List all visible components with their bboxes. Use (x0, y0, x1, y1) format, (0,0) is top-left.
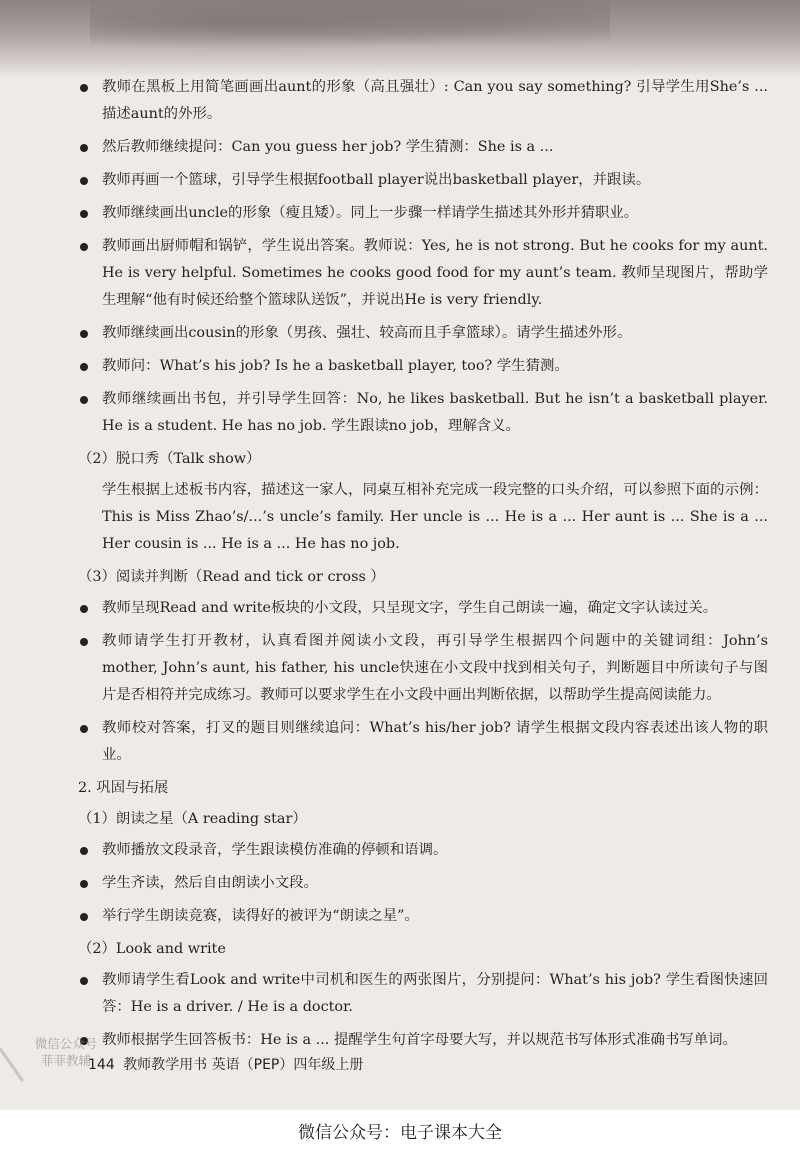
stamp-line-1: 微信公众号 (34, 1036, 98, 1051)
bullet-text: 教师请学生看Look and write中司机和医生的两张图片，分别提问：What’s his job? 学生看图快速回答：He is a driver. / He is a doctor. (102, 972, 768, 1015)
bullet-text: 教师呈现Read and write板块的小文段，只呈现文字，学生自己朗读一遍，确定文字认读过关。 (102, 600, 718, 616)
bullet-item (78, 134, 768, 161)
bullet-icon (80, 725, 88, 733)
stamp-line-2: 菲菲教辅 (40, 1053, 91, 1068)
decorative-header-image (0, 0, 800, 78)
bullet-icon (80, 847, 88, 855)
bullet-icon (80, 605, 88, 613)
bullet-text: 教师校对答案，打叉的题目则继续追问：What’s his/her job? 请学生根据文段内容表述出该人物的职业。 (102, 720, 768, 763)
bullet-icon (80, 84, 88, 92)
bullet-item (78, 167, 768, 194)
bullet-icon (80, 210, 88, 218)
bullet-text: 学生齐读，然后自由朗读小文段。 (102, 875, 318, 891)
bullet-text: 教师继续画出uncle的形象（瘦且矮）。同上一步骤一样请学生描述其外形并猜职业。 (102, 205, 639, 221)
bullet-item (78, 233, 768, 314)
bullet-item (78, 595, 768, 622)
section-heading: （2）Look and write (78, 941, 226, 957)
bullet-text: 举行学生朗读竞赛，读得好的被评为“朗读之星”。 (102, 908, 419, 924)
paragraph: 学生根据上述板书内容，描述这一家人，同桌互相补充完成一段完整的口头介绍，可以参照下面的示例：This is Miss Zhao’s/...’s uncle’s family. Her uncle is ... He is a ... Her aunt is ... She is a ... Her cousin is ... He is a ... He has no job. (102, 482, 768, 552)
bullet-item (78, 353, 768, 380)
bullet-item (78, 837, 768, 864)
bullet-icon (80, 396, 88, 404)
bullet-icon (80, 177, 88, 185)
bullet-item (78, 74, 768, 128)
bullet-icon (80, 330, 88, 338)
bullet-text: 教师再画一个篮球，引导学生根据football player说出basketball player，并跟读。 (102, 172, 651, 188)
bullet-item (78, 1027, 768, 1054)
bullet-text: 然后教师继续提问：Can you guess her job? 学生猜测：She is a ... (102, 139, 554, 155)
bullet-item (78, 870, 768, 897)
bullet-icon (80, 977, 88, 985)
bullet-item (78, 200, 768, 227)
bullet-item (78, 967, 768, 1021)
bullet-item (78, 715, 768, 769)
bullet-text: 教师请学生打开教材，认真看图并阅读小文段，再引导学生根据四个问题中的关键词组：John’s mother, John’s aunt, his father, his uncle快速在小文段中找到相关句子，判断题目中所读句子与图片是否相符并完成练习。教师可以要求学生在小文段中画出判断依据，以帮助学生提高阅读能力。 (102, 633, 768, 703)
bullet-icon (80, 880, 88, 888)
bullet-text: 教师画出厨师帽和锅铲，学生说出答案。教师说：Yes, he is not strong. But he cooks for my aunt. He is very helpful. Sometimes he cooks good food for my aunt’s team. 教师呈现图片，帮助学生理解“他有时候还给整个篮球队送饭”，并说出He is very friendly. (102, 238, 768, 308)
bullet-item (78, 386, 768, 440)
bullet-text: 教师问：What’s his job? Is he a basketball player, too? 学生猜测。 (102, 358, 569, 374)
bullet-item (78, 320, 768, 347)
section-heading: （1）朗读之星（A reading star） (78, 811, 307, 827)
bullet-icon (80, 913, 88, 921)
bullet-icon (80, 638, 88, 646)
section-heading: （2）脱口秀（Talk show） (78, 451, 261, 467)
bullet-text: 教师继续画出书包，并引导学生回答：No, he likes basketball. But he isn’t a basketball player. He is a student. He has no job. 学生跟读no job，理解含义。 (102, 391, 768, 434)
bottom-watermark: 微信公众号：电子课本大全 (298, 1123, 502, 1143)
bullet-icon (80, 363, 88, 371)
page-body (78, 74, 768, 1060)
page-number: 144 (88, 1057, 115, 1073)
wechat-stamp (6, 1035, 126, 1085)
bullet-text: 教师播放文段录音，学生跟读模仿准确的停顿和语调。 (102, 842, 448, 858)
section-heading: 2. 巩固与拓展 (78, 780, 169, 796)
bullet-text: 教师根据学生回答板书：He is a ... 提醒学生句首字母要大写，并以规范书写体形式准确书写单词。 (102, 1032, 737, 1048)
bullet-text: 教师继续画出cousin的形象（男孩、强壮、较高而且手拿篮球）。请学生描述外形。 (102, 325, 632, 341)
bullet-text: 教师在黑板上用简笔画画出aunt的形象（高且强壮）: Can you say something? 引导学生用She’s ... 描述aunt的外形。 (102, 79, 768, 122)
bullet-item (78, 628, 768, 709)
section-heading: （3）阅读并判断（Read and tick or cross ） (78, 569, 385, 585)
book-title: 教师教学用书 英语（PEP）四年级上册 (123, 1057, 364, 1073)
bullet-item (78, 903, 768, 930)
page-footer (88, 1054, 363, 1074)
bullet-icon (80, 243, 88, 251)
bullet-icon (80, 144, 88, 152)
